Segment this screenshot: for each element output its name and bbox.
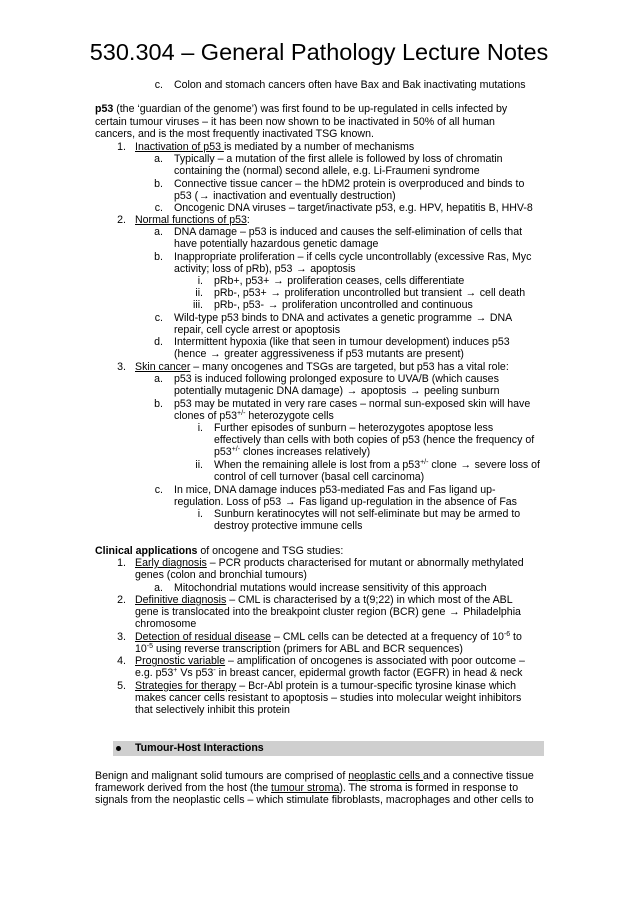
- list-item-text: Intermittent hypoxia (like that seen in tumour development) induces p53: [174, 336, 510, 348]
- list-item-text: [214, 275, 464, 287]
- underlined-term: neoplastic cells: [348, 770, 424, 782]
- final-paragraph-line: [95, 770, 534, 782]
- text-run: cell death: [476, 287, 526, 299]
- list-item-text: control of cell turnover (basal cell carcinoma): [214, 471, 425, 483]
- arrow-icon: →: [296, 263, 307, 275]
- section-1-heading: [135, 141, 414, 153]
- text-run: p53 (: [174, 190, 199, 202]
- text-run: – many oncogenes and TSGs are targeted, but p53 has a vital role:: [190, 361, 509, 373]
- text-run: Fas ligand up-regulation in the absence of Fas: [296, 496, 517, 508]
- list-item-text: Sunburn keratinocytes will not self-eliminate but may be armed to: [214, 508, 521, 520]
- list-marker: 3.: [117, 631, 126, 643]
- list-item-text: [135, 557, 524, 569]
- text-run: Benign and malignant solid tumours are comprised of: [95, 770, 349, 782]
- list-item-text: p53 may be mutated in very rare cases – normal sun-exposed skin will have: [174, 398, 531, 410]
- text-run: DNA: [486, 312, 513, 324]
- list-marker: b.: [154, 178, 163, 190]
- list-item-text: [174, 410, 334, 422]
- arrow-icon: →: [270, 287, 281, 299]
- text-run: activity; loss of pRb), p53: [174, 263, 296, 275]
- list-item-text: [174, 312, 512, 324]
- text-run: framework derived from the host (the: [95, 782, 272, 794]
- text-run: and a connective tissue: [423, 770, 534, 782]
- text-run: (hence: [174, 348, 210, 360]
- underlined-term: Definitive diagnosis: [135, 594, 227, 606]
- underlined-term: Inactivation of p53: [135, 141, 224, 153]
- underlined-term: Early diagnosis: [135, 557, 207, 569]
- section-2-heading: [135, 214, 250, 226]
- list-marker: a.: [154, 226, 163, 238]
- text-run: pRb+, p53+: [214, 275, 273, 287]
- text-run: ). The stroma is formed in response to: [339, 782, 519, 794]
- text-run: – PCR products characterised for mutant or abnormally methylated: [206, 557, 524, 569]
- p53-paragraph-line: cancers, and is the most frequently inactivated TSG known.: [95, 128, 374, 140]
- clinical-lead: Clinical applications: [95, 545, 198, 557]
- text-run: inactivation and eventually destruction): [210, 190, 396, 202]
- list-marker: 1.: [117, 141, 126, 153]
- arrow-icon: →: [448, 606, 460, 618]
- list-item-text: [135, 680, 516, 692]
- list-item-text: [174, 263, 356, 275]
- list-marker: a.: [154, 153, 163, 165]
- underlined-term: Skin cancer: [135, 361, 191, 373]
- list-item-text: [135, 643, 463, 655]
- list-marker: ii.: [195, 459, 203, 471]
- list-marker: i.: [197, 275, 203, 287]
- list-item-text: containing the (normal) second allele, e.g. Li-Fraumeni syndrome: [174, 165, 480, 177]
- text-run: Wild-type p53 binds to DNA and activates a genetic programme: [174, 312, 475, 324]
- list-marker: c.: [154, 79, 163, 91]
- list-marker: 3.: [117, 361, 126, 373]
- list-item-text: Further episodes of sunburn – heterozygotes apoptose less: [214, 422, 494, 434]
- arrow-icon: →: [273, 275, 284, 287]
- text-run: (the ‘guardian of the genome’) was first found to be up-regulated in cells infected by: [113, 103, 508, 115]
- list-marker: 5.: [117, 680, 126, 692]
- superscript: +/-: [231, 446, 241, 453]
- list-item-text: Connective tissue cancer – the hDM2 protein is overproduced and binds to: [174, 178, 525, 190]
- list-item-text: [174, 496, 517, 508]
- list-marker: d.: [154, 336, 163, 348]
- list-item-text: [214, 287, 525, 299]
- text-run: proliferation uncontrolled but transient: [281, 287, 465, 299]
- list-item-text: DNA damage – p53 is induced and causes the self-elimination of cells that: [174, 226, 523, 238]
- text-run: When the remaining allele is lost from a p53: [214, 459, 421, 471]
- text-run: e.g. p53: [135, 667, 174, 679]
- list-marker: a.: [154, 373, 163, 385]
- list-item-text: have potentially hazardous genetic damage: [174, 238, 379, 250]
- superscript: -6: [503, 631, 511, 638]
- list-item-text: [174, 348, 464, 360]
- list-item-text: effectively than cells with both copies of p53 (hence the frequency of: [214, 434, 535, 446]
- p53-paragraph-line: certain tumour viruses – it has been now shown to be inactivated in 50% of all human: [95, 116, 495, 128]
- arrow-icon: →: [460, 459, 471, 471]
- list-item-text: [135, 655, 525, 667]
- text-run: proliferation ceases, cells differentiate: [284, 275, 465, 287]
- text-run: pRb-, p53+: [214, 287, 270, 299]
- list-item-text: [214, 459, 540, 471]
- arrow-icon: →: [284, 496, 296, 508]
- text-run: Vs p53: [177, 667, 214, 679]
- arrow-icon: →: [346, 385, 358, 397]
- text-run: pRb-, p53-: [214, 299, 267, 311]
- list-item-text: [135, 631, 522, 643]
- list-item-text: [174, 385, 500, 397]
- list-item-text: that selectively inhibit this protein: [135, 704, 290, 716]
- list-item-text: [135, 594, 513, 606]
- list-item-text: genes (colon and bronchial tumours): [135, 569, 307, 581]
- arrow-icon: →: [475, 312, 487, 324]
- list-item-text: Mitochondrial mutations would increase sensitivity of this approach: [174, 582, 487, 594]
- text-run: :: [246, 214, 250, 226]
- final-paragraph-line: signals from the neoplastic cells – which stimulate fibroblasts, macrophages and other cells to: [95, 794, 534, 806]
- arrow-icon: →: [210, 348, 221, 360]
- arrow-icon: →: [409, 385, 421, 397]
- list-item-text: destroy protective immune cells: [214, 520, 363, 532]
- text-run: – Bcr-Abl protein is a tumour-specific tyrosine kinase which: [236, 680, 516, 692]
- superscript: -5: [146, 643, 154, 650]
- text-run: apoptosis: [357, 385, 410, 397]
- text-run: is mediated by a number of mechanisms: [223, 141, 415, 153]
- list-marker: i.: [197, 508, 203, 520]
- list-item-text: [135, 606, 521, 618]
- list-item-text: chromosome: [135, 618, 197, 630]
- list-item-text: repair, cell cycle arrest or apoptosis: [174, 324, 341, 336]
- arrow-icon: →: [198, 190, 210, 202]
- text-run: clones of p53: [174, 410, 238, 422]
- list-item-text: Oncogenic DNA viruses – target/inactivate p53, e.g. HPV, hepatitis B, HHV-8: [174, 202, 533, 214]
- arrow-icon: →: [267, 299, 279, 311]
- list-item-text: [214, 299, 473, 311]
- list-item-text: p53 is induced following prolonged exposure to UVA/B (which causes: [174, 373, 499, 385]
- text-run: p53: [214, 446, 232, 458]
- text-run: using reverse transcription (primers for ABL and BCR sequences): [153, 643, 463, 655]
- list-marker: 2.: [117, 214, 126, 226]
- list-marker: b.: [154, 251, 163, 263]
- list-marker: i.: [197, 422, 203, 434]
- text-run: clone: [428, 459, 460, 471]
- list-marker: ii.: [195, 287, 203, 299]
- superscript: +/-: [237, 410, 246, 417]
- superscript: +/-: [420, 459, 429, 466]
- text-run: greater aggressiveness if p53 mutants are present): [221, 348, 464, 360]
- list-item-text: Inappropriate proliferation – if cells cycle uncontrollably (excessive Ras, Myc: [174, 251, 532, 263]
- superscript: +: [173, 667, 178, 674]
- text-run: in breast cancer, epidermal growth factor (EGFR) in head & neck: [215, 667, 523, 679]
- section-3-heading: [135, 361, 509, 373]
- final-paragraph-line: [95, 782, 518, 794]
- list-marker: a.: [154, 582, 163, 594]
- text-run: to: [510, 631, 522, 643]
- text-run: 10: [135, 643, 147, 655]
- text-run: peeling sunburn: [421, 385, 500, 397]
- text-run: – amplification of oncogenes is associated with poor outcome –: [225, 655, 525, 667]
- text-run: severe loss of: [471, 459, 540, 471]
- list-marker: 2.: [117, 594, 126, 606]
- underlined-term: Strategies for therapy: [135, 680, 237, 692]
- list-item-text: [214, 446, 370, 458]
- list-item-text: [135, 667, 522, 679]
- intro-item-text: Colon and stomach cancers often have Bax and Bak inactivating mutations: [174, 79, 526, 91]
- text-run: apoptosis: [307, 263, 356, 275]
- list-marker: 4.: [117, 655, 126, 667]
- underlined-term: Prognostic variable: [135, 655, 226, 667]
- text-run: proliferation uncontrolled and continuous: [279, 299, 473, 311]
- arrow-icon: →: [465, 287, 477, 299]
- list-item-text: In mice, DNA damage induces p53-mediated Fas and Fas ligand up-: [174, 484, 496, 496]
- list-marker: c.: [154, 202, 163, 214]
- text-run: of oncogene and TSG studies:: [197, 545, 344, 557]
- p53-lead: p53: [95, 103, 114, 115]
- underlined-term: tumour stroma: [271, 782, 340, 794]
- underlined-term: Detection of residual disease: [135, 631, 272, 643]
- text-run: gene is translocated into the breakpoint cluster region (BCR) gene: [135, 606, 449, 618]
- section-header-label: Tumour-Host Interactions: [135, 742, 264, 754]
- list-marker: iii.: [192, 299, 203, 311]
- text-run: – CML is characterised by a t(9;22) in which most of the ABL: [226, 594, 513, 606]
- list-marker: c.: [154, 312, 163, 324]
- list-marker: c.: [154, 484, 163, 496]
- list-item-text: Typically – a mutation of the first allele is followed by loss of chromatin: [174, 153, 503, 165]
- superscript: -: [213, 667, 216, 674]
- section-header-bar: [113, 741, 544, 756]
- underlined-term: Normal functions of p53: [135, 214, 247, 226]
- text-run: – CML cells can be detected at a frequency of 10: [271, 631, 504, 643]
- clinical-heading: [95, 545, 343, 557]
- text-run: clones increases relatively): [240, 446, 371, 458]
- page-title: 530.304 – General Pathology Lecture Notes: [89, 39, 549, 65]
- list-item-text: makes cancer cells resistant to apoptosis – studies into molecular weight inhibitors: [135, 692, 522, 704]
- list-marker: 1.: [117, 557, 126, 569]
- text-run: heterozygote cells: [245, 410, 334, 422]
- text-run: Philadelphia: [460, 606, 521, 618]
- text-run: regulation. Loss of p53: [174, 496, 285, 508]
- list-item-text: [174, 190, 396, 202]
- list-marker: b.: [154, 398, 163, 410]
- p53-paragraph-line: [95, 103, 507, 115]
- bullet-icon: [116, 746, 121, 751]
- text-run: potentially mutagenic DNA damage): [174, 385, 346, 397]
